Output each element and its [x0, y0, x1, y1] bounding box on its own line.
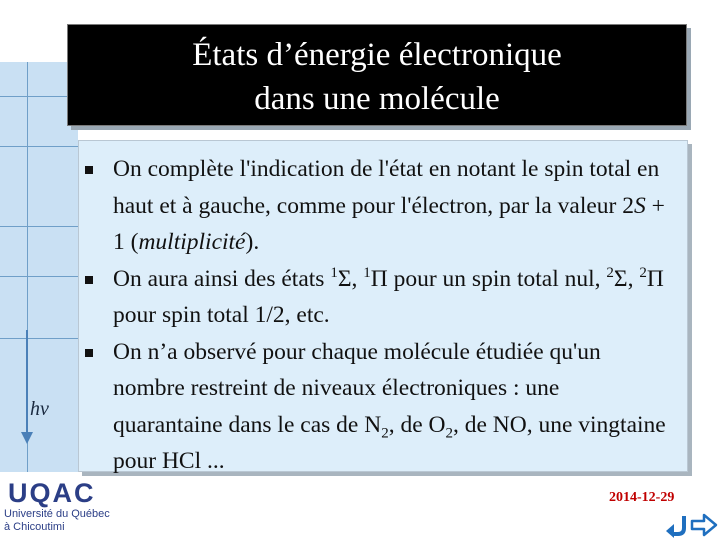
title-line-2: dans une molécule	[254, 81, 500, 117]
curved-arrow-back-icon	[664, 512, 688, 538]
energy-level-line	[0, 146, 78, 147]
hv-label: hν	[30, 398, 49, 420]
title-line-1: États d’énergie électronique	[192, 37, 562, 73]
energy-level-line	[0, 276, 78, 277]
square-bullet-icon	[85, 349, 93, 357]
bullet-text-fragment: On aura ainsi des états	[113, 265, 331, 292]
bullet-text-fragment: Σ,	[613, 265, 640, 292]
bullet-text-fragment: Σ,	[337, 265, 364, 292]
bullet-item-2	[113, 261, 673, 334]
bullet-text-fragment: , de O	[388, 411, 446, 438]
bullet-text	[113, 266, 664, 329]
next-button[interactable]	[690, 512, 718, 543]
energy-level-line	[0, 226, 78, 227]
bullet-text-fragment: On complète l'indication de l'état en notant le spin total en haut et à gauche, comme pour l'électron, par la valeur 2	[113, 156, 660, 219]
photon-arrow-shaft	[26, 330, 28, 440]
title-box	[67, 24, 687, 126]
square-bullet-icon	[85, 276, 93, 284]
bullet-text-fragment: 2	[639, 264, 647, 281]
bullet-text-fragment: On n’a observé pour chaque molécule étudiée qu'un nombre restreint de niveaux électroniques : une quarantaine dans le cas de N	[113, 338, 601, 438]
logo-subtitle-line-1: Université du Québec	[4, 508, 110, 520]
back-button[interactable]	[664, 512, 688, 543]
bullet-text	[113, 339, 666, 475]
bullet-text-fragment: 2	[445, 425, 453, 442]
bullet-item-1	[113, 151, 673, 261]
logo-wordmark: UQAC	[8, 478, 96, 508]
logo-subtitle-line-2: à Chicoutimi	[4, 521, 65, 533]
slide-navigation	[664, 512, 718, 538]
square-bullet-icon	[85, 166, 93, 174]
uqac-logo	[4, 478, 119, 538]
bullet-text-fragment: 2	[606, 264, 614, 281]
slide-date: 2014-12-29	[609, 490, 675, 505]
bullet-text-fragment: 1	[363, 264, 371, 281]
photon-arrow-icon	[21, 432, 33, 444]
slide-title	[68, 33, 686, 121]
bullet-text-fragment: Π pour spin total 1/2, etc.	[113, 265, 664, 328]
arrow-right-icon	[690, 512, 718, 538]
energy-level-line	[0, 338, 78, 339]
bullet-text-fragment: S	[634, 192, 646, 219]
bullet-text-fragment: ).	[245, 229, 260, 255]
bullet-text-fragment: , de NO, une vingtaine pour HCl ...	[113, 411, 666, 474]
bullet-text-fragment: 1	[330, 264, 338, 281]
bullet-text-fragment: + 1 (	[113, 192, 665, 255]
bullet-item-3	[113, 334, 673, 480]
bullet-text-fragment: Π pour un spin total nul,	[370, 265, 607, 292]
bullet-text	[113, 156, 665, 255]
bullet-text-fragment: multiplicité	[138, 229, 246, 255]
content-box	[78, 140, 688, 472]
bullet-text-fragment: 2	[381, 425, 389, 442]
